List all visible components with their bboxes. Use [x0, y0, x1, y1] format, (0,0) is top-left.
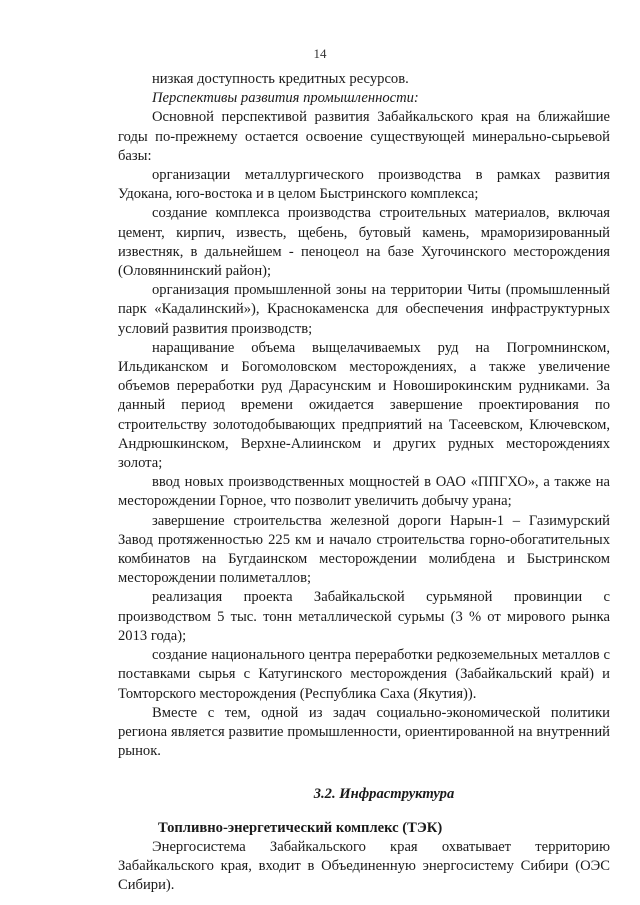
tek-paragraph: Энергосистема Забайкальского края охватывает территорию Забайкальского края, входит в Объединенную энергосистему Сибири (ОЭС Сибири).: [118, 838, 610, 894]
subsection-heading: Топливно-энергетический комплекс (ТЭК): [158, 819, 443, 836]
list-item: реализация проекта Забайкальской сурьмяной провинции с производством 5 тыс. тонн металлической сурьмы (3 % от мирового рынка 2013 года);: [118, 589, 610, 644]
closing-paragraph: Вместе с тем, одной из задач социально-экономической политики региона является развитие промышленности, ориентированной на внутренний рынок.: [118, 704, 610, 760]
list-item: организации металлургического производства в рамках развития Удокана, юго-востока и в целом Быстринского комплекса;: [118, 167, 610, 203]
list-item: создание комплекса производства строительных материалов, включая цемент, кирпич, известь, щебень, бутовый камень, мраморизированный известняк, в дальнейшем - пеноцеол на базе Хугочинского месторождения (Оловяннинский район);: [118, 205, 610, 280]
page-number: 14: [313, 46, 327, 61]
list-item: ввод новых производственных мощностей в ОАО «ППГХО», а также на месторождении Горное, что позволит увеличить добычу урана;: [118, 474, 610, 510]
list-item: организация промышленной зоны на территории Читы (промышленный парк «Кадалинский»), Краснокаменска для обеспечения инфраструктурных условий развития производств;: [118, 282, 610, 337]
section-heading: 3.2. Инфраструктура: [313, 786, 455, 803]
section-title: Перспективы развития промышленности:: [152, 90, 419, 107]
document-body: [118, 70, 610, 895]
lead-paragraph: Основной перспективой развития Забайкальского края на ближайшие годы по-прежнему остается освоение существующей минерально-сырьевой базы:: [118, 109, 610, 164]
intro-line: низкая доступность кредитных ресурсов.: [152, 71, 409, 87]
list-item: наращивание объема выщелачиваемых руд на Погромнинском, Ильдиканском и Богомоловском месторождениях, а также увеличение объемов переработки руд Дарасунским и Новоширокинским рудниками. За данный период времени ожидается завершение проектирования по строительству золотодобывающих предприятий на Тасеевском, Ключевском, Андрюшкинском, Верхне-Алиинском и других рудных месторождениях золота;: [118, 339, 610, 472]
list-item: завершение строительства железной дороги Нарын-1 – Газимурский Завод протяженностью 225 км и начало строительства горно-обогатительных комбинатов на Бугдаинском месторождении молибдена и Быстринском месторождении полиметаллов;: [118, 512, 610, 587]
list-item: создание национального центра переработки редкоземельных металлов с поставками сырья с Катугинского месторождения (Забайкальский край) и Томторского месторождения (Республика Саха (Якутия)).: [118, 647, 610, 702]
